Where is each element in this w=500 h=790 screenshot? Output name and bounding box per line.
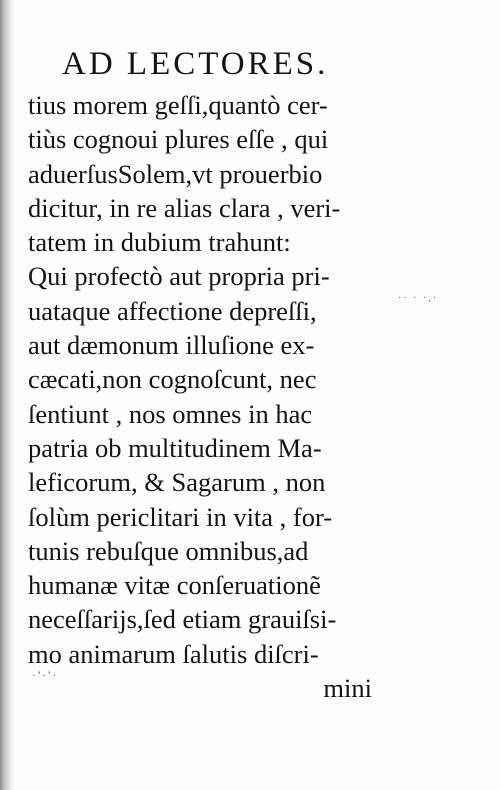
text-line: ſolùm periclitari in vita , for-: [28, 501, 333, 532]
catchword: mini: [323, 673, 372, 704]
text-line: Qui profectò aut propria pri-: [28, 261, 330, 292]
text-line: neceſſarijs,ſed etiam grauiſsi-: [28, 604, 337, 635]
text-line: humanæ vitæ conſeruationẽ: [28, 570, 321, 601]
text-line: aut dæmonum illuſione ex-: [28, 330, 315, 361]
running-head: AD LECTORES.: [62, 46, 329, 82]
text-line: tatem in dubium trahunt:: [28, 227, 291, 258]
body-text: [28, 88, 380, 705]
ink-specks: ·'·'·: [32, 668, 59, 682]
text-line: uataque affectione depreſſi,: [28, 295, 317, 326]
text-line: cæcati,non cognoſcunt, nec: [28, 364, 317, 395]
text-line: ſentiunt , nos omnes in hac: [28, 398, 313, 429]
text-line: aduerſusSolem,vt prouerbio: [28, 158, 323, 189]
text-line: dicitur, in re alias clara , veri-: [28, 192, 341, 223]
text-line: mo animarum ſalutis diſcri-: [28, 638, 319, 669]
text-line: tius morem geſſi,quantò cer-: [28, 90, 328, 120]
text-line: patria ob multitudinem Ma-: [28, 432, 322, 463]
text-line: tiùs cognoui plures eſſe , qui: [28, 124, 329, 155]
text-line: tunis rebuſque omnibus,ad: [28, 535, 309, 566]
binding-gutter: [0, 0, 16, 790]
text-line: leficorum, & Sagarum , non: [28, 467, 326, 498]
show-through-marks: ·· · ·,·: [398, 293, 439, 304]
